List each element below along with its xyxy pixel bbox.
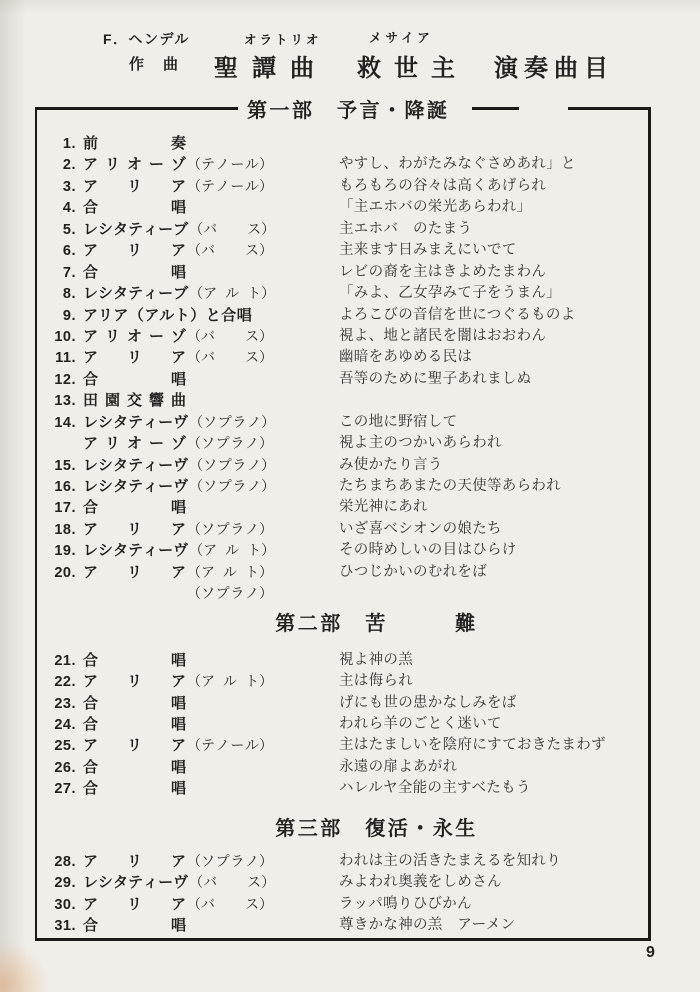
part2-heading: 第二部 苦 難 xyxy=(275,612,478,635)
item-text: いざ喜べシオンの娘たち xyxy=(339,520,502,537)
item-text: われは主の活きたまえるを知れり xyxy=(339,852,561,869)
item-type: ア リ ア xyxy=(83,563,186,581)
item-number: 5. xyxy=(62,221,76,238)
item-number: 8. xyxy=(62,286,76,303)
program-item xyxy=(37,476,648,497)
item-voice: （ テ ノ ー ル ） xyxy=(187,177,273,194)
item-number: 25. xyxy=(54,738,76,755)
item-type: ア リ ア xyxy=(83,520,186,538)
ruby-oratorio: オラトリオ xyxy=(244,33,322,47)
item-text: 視よ神の羔 xyxy=(339,651,413,668)
item-number: 22. xyxy=(54,674,76,691)
item-type: レ シ タ テ ィ ー ヴ xyxy=(83,456,189,474)
title-program: 演奏曲目 xyxy=(494,55,614,82)
item-type: 合 唱 xyxy=(83,370,186,388)
item-voice: （ ア ル ト ） xyxy=(189,285,276,302)
program-item xyxy=(37,851,648,872)
item-text: げにも世の患かなしみをば xyxy=(339,694,517,711)
item-type: ア リ ア xyxy=(83,349,186,367)
item-text: 吾等のために聖子あれましぬ xyxy=(339,370,532,387)
item-type: ア リ ア xyxy=(83,242,186,260)
program-item xyxy=(37,133,648,154)
item-number: 2. xyxy=(62,157,76,174)
program-item xyxy=(37,412,648,433)
program-item xyxy=(37,757,648,778)
item-number: 21. xyxy=(54,652,76,669)
item-voice: （ バ ス ） xyxy=(187,895,273,912)
item-text: 永遠の扉よあがれ xyxy=(339,758,458,775)
item-voice: （ バ ス ） xyxy=(189,874,276,891)
program-item xyxy=(37,562,648,583)
item-voice: （ バ ス ） xyxy=(187,349,273,366)
item-voice: （ テ ノ ー ル ） xyxy=(187,156,273,173)
program-item xyxy=(37,671,648,692)
item-type: 合 唱 xyxy=(83,780,186,798)
item-voice: （ ア ル ト ） xyxy=(187,673,273,690)
composer-role: 作 曲 xyxy=(129,56,181,73)
item-type: 前 奏 xyxy=(83,135,186,152)
title-oratorio: 聖譚曲 xyxy=(214,55,328,82)
item-text: 主来ます日みまえにいでて xyxy=(339,242,517,259)
item-number: 27. xyxy=(54,781,76,798)
item-voice: （ ソ プ ラ ノ ） xyxy=(187,520,273,537)
item-type: レ シ タ テ ィ ー ヴ xyxy=(83,413,189,431)
item-number: 11. xyxy=(55,350,76,367)
program-item xyxy=(37,197,648,218)
program-item xyxy=(37,369,648,390)
item-voice: （ バ ス ） xyxy=(187,242,273,259)
item-text: 幽暗をあゆめる民は xyxy=(339,349,473,366)
item-voice: （ ア ル ト ） xyxy=(187,563,273,580)
item-text: 主エホバ のたまう xyxy=(339,220,473,237)
program-item xyxy=(37,693,648,714)
item-number: 6. xyxy=(62,243,76,260)
item-text: ハレルヤ全能の主すべたもう xyxy=(339,780,531,797)
program-item xyxy=(37,154,648,175)
item-text: み使かたり言う xyxy=(339,456,443,473)
item-voice: （ ソ プ ラ ノ ） xyxy=(189,413,276,430)
item-voice: （ バ ス ） xyxy=(187,327,273,344)
item-voice: （ ソ プ ラ ノ ） xyxy=(189,478,276,494)
item-text: たちまちあまたの天使等あらわれ xyxy=(339,478,561,494)
program-item xyxy=(37,219,648,240)
scan-edge-shading xyxy=(0,0,26,992)
item-text: レビの裔を主はきよめたまわん xyxy=(339,263,547,280)
item-type: 合 唱 xyxy=(83,651,186,669)
item-voice: （ ソ プ ラ ノ ） xyxy=(187,585,273,602)
program-item xyxy=(37,894,648,915)
item-text: その時めしいの目はひらけ xyxy=(339,542,517,559)
item-type: 合 唱 xyxy=(83,499,186,517)
item-voice: （ ア ル ト ） xyxy=(189,542,276,559)
item-type: ア リ オ ー ゾ xyxy=(83,156,186,174)
item-type: 合 唱 xyxy=(83,694,186,712)
item-text: この地に野宿して xyxy=(339,413,458,430)
item-number: 17. xyxy=(54,500,76,517)
program-item xyxy=(37,735,648,756)
item-text: よろこびの音信を世につぐるものよ xyxy=(339,306,576,323)
item-text: みよわれ奥義をしめさん xyxy=(339,874,502,891)
item-type: ア リ ア xyxy=(83,673,186,691)
item-type: アリア（アルト）と合唱 xyxy=(83,306,253,324)
item-number: 10. xyxy=(54,328,76,345)
program-item xyxy=(37,583,648,604)
item-number: 29. xyxy=(54,875,76,892)
item-text: 「みよ、乙女孕みて子をうまん」 xyxy=(339,285,561,302)
item-number: 19. xyxy=(54,543,76,560)
item-text: ラッパ鳴りひびかん xyxy=(339,895,472,912)
item-number: 14. xyxy=(54,414,76,431)
item-type: レ シ タ テ ィ ー ブ xyxy=(83,220,189,238)
item-type: レ シ タ テ ィ ー ヴ xyxy=(83,478,189,495)
item-voice: （ バ ス ） xyxy=(189,220,276,237)
item-type: レ シ タ テ ィ ー ヴ xyxy=(83,874,189,892)
item-number: 15. xyxy=(54,457,76,474)
program-item xyxy=(37,455,648,476)
item-number: 23. xyxy=(54,695,76,712)
item-text: 主はたましいを陰府にすておきたまわず xyxy=(339,737,606,754)
item-text: ひつじかいのむれをば xyxy=(339,563,487,580)
item-type: 合 唱 xyxy=(83,199,186,217)
item-text: やすし、わがたみなぐさめあれ」と xyxy=(339,156,576,173)
item-text: われら羊のごとく迷いて xyxy=(339,715,502,732)
item-number: 18. xyxy=(54,521,76,538)
item-number: 24. xyxy=(54,716,76,733)
item-number: 13. xyxy=(54,393,76,410)
program-item xyxy=(37,326,648,347)
item-voice: （ ソ プ ラ ノ ） xyxy=(187,852,273,869)
item-type: レ シ タ テ ィ ー ブ xyxy=(83,285,189,303)
item-type: ア リ オ ー ゾ xyxy=(83,435,186,453)
item-voice: （ テ ノ ー ル ） xyxy=(187,737,273,754)
item-number: 7. xyxy=(62,264,76,281)
part3-heading: 第三部 復活・永生 xyxy=(275,817,478,840)
item-voice: （ ソ プ ラ ノ ） xyxy=(189,456,276,473)
item-type: 田 園 交 響 曲 xyxy=(83,392,186,410)
program-item xyxy=(37,872,648,893)
composer-name: F．ヘンデル xyxy=(103,31,190,47)
item-text: 視よ、地と諸民を闇はおおわん xyxy=(339,327,547,344)
item-number: 12. xyxy=(54,371,76,388)
item-voice: （ ソ プ ラ ノ ） xyxy=(187,435,273,452)
part1-heading: 第一部 予言・降誕 xyxy=(247,99,450,122)
title-messiah: 救世主 xyxy=(357,55,468,82)
part1-heading-wrap xyxy=(238,91,568,125)
program-item xyxy=(37,650,648,671)
item-number: 3. xyxy=(62,178,76,195)
item-text: 視よ主のつかいあらわれ xyxy=(339,435,502,452)
program-item xyxy=(37,433,648,454)
heading-rule-dash xyxy=(472,107,519,110)
program-item xyxy=(37,305,648,326)
program-item xyxy=(37,519,648,540)
program-item xyxy=(37,262,648,283)
program-item xyxy=(37,714,648,735)
item-number: 31. xyxy=(54,918,76,934)
program-item xyxy=(37,540,648,561)
item-text: 主は侮られ xyxy=(339,673,413,690)
part3-item-list xyxy=(37,851,648,937)
program-item xyxy=(37,347,648,368)
program-item xyxy=(37,390,648,411)
item-type: 合 唱 xyxy=(83,263,186,281)
item-type: 合 唱 xyxy=(83,758,186,776)
page-number: 9 xyxy=(646,944,655,961)
item-number: 20. xyxy=(54,564,76,581)
item-number: 1. xyxy=(62,136,76,152)
item-type: ア リ ア xyxy=(83,177,186,195)
item-type: レ シ タ テ ィ ー ヴ xyxy=(83,542,189,560)
item-number: 4. xyxy=(62,200,76,217)
item-text: 「主エホバの栄光あらわれ」 xyxy=(339,199,532,216)
program-item xyxy=(37,176,648,197)
item-text: 尊きかな神の羔 アーメン xyxy=(339,917,516,933)
item-number: 28. xyxy=(54,853,76,870)
program-frame xyxy=(35,99,651,941)
item-type: ア リ ア xyxy=(83,852,186,870)
program-item xyxy=(37,778,648,799)
ruby-messiah: メサイア xyxy=(369,31,434,45)
scan-smudge xyxy=(0,944,46,992)
item-number: 16. xyxy=(54,479,76,495)
item-text: もろもろの谷々は高くあげられ xyxy=(339,177,547,194)
item-type: 合 唱 xyxy=(83,715,186,733)
item-number: 26. xyxy=(54,759,76,776)
program-item xyxy=(37,497,648,518)
item-text: 栄光神にあれ xyxy=(339,499,428,516)
item-number: 9. xyxy=(62,307,76,324)
item-number: 30. xyxy=(54,896,76,913)
item-type: ア リ ア xyxy=(83,737,186,755)
program-item xyxy=(37,240,648,261)
part2-item-list xyxy=(37,650,648,800)
item-type: 合 唱 xyxy=(83,917,186,934)
item-type: ア リ オ ー ゾ xyxy=(83,327,186,345)
part1-item-list xyxy=(37,133,648,605)
program-item xyxy=(37,283,648,304)
item-type: ア リ ア xyxy=(83,895,186,913)
scan-edge-shading-top xyxy=(0,0,700,14)
program-item xyxy=(37,915,648,936)
